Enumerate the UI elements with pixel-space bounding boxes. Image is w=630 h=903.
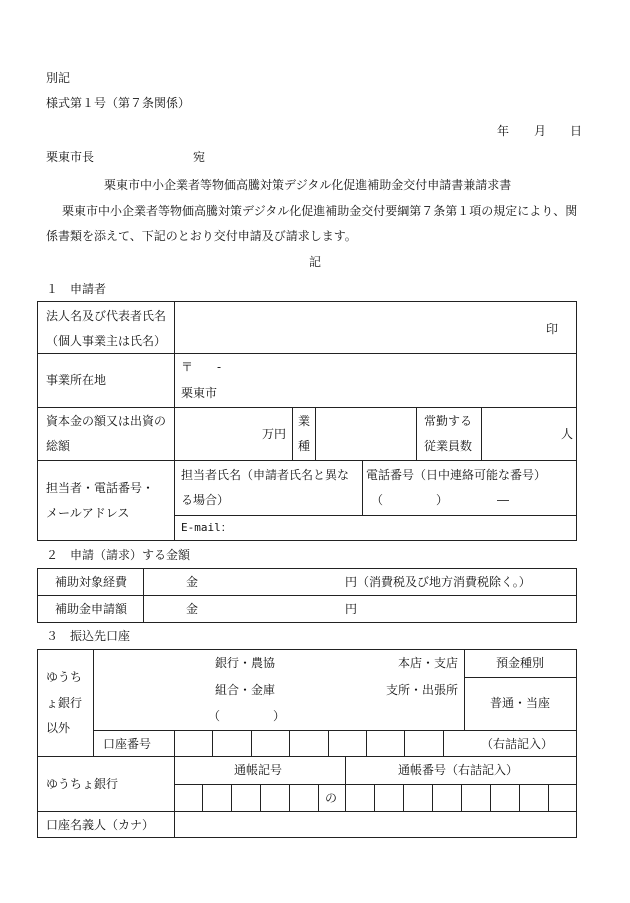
grant-amount-label: 補助金申請額 xyxy=(55,602,128,616)
address-label: 事業所在地 xyxy=(46,373,107,387)
person-name-label-2: る場合） xyxy=(181,493,230,507)
subsidy-cost-suffix: 円（消費税及び地方消費税除く。） xyxy=(345,575,531,589)
corp-name-field[interactable] xyxy=(178,304,538,350)
grant-amount-suffix: 円 xyxy=(345,602,358,616)
other-bank-label-1: ゆうち xyxy=(46,670,83,684)
date-month: 月 xyxy=(534,124,547,138)
digit-divider xyxy=(443,730,444,756)
passbook-symbol-field[interactable] xyxy=(176,786,317,809)
col-divider xyxy=(93,649,94,756)
phone-paren-open: （ xyxy=(371,493,384,507)
row-divider xyxy=(37,595,577,596)
row-divider xyxy=(37,811,577,812)
industry-label-2: 種 xyxy=(298,439,311,453)
col-divider xyxy=(362,460,363,515)
person-name-label-1: 担当者氏名（申請者氏名と異な xyxy=(181,468,350,482)
employees-label-2: 従業員数 xyxy=(424,439,473,453)
capital-field[interactable] xyxy=(177,409,259,457)
body-text-line-1: 栗東市中小企業者等物価高騰対策デジタル化促進補助金交付要綱第７条第１項の規定により、関 xyxy=(62,204,578,218)
col-divider xyxy=(143,568,144,623)
phone-dash: ― xyxy=(497,493,509,507)
document-title: 栗東市中小企業者等物価高騰対策デジタル化促進補助金交付申請書兼請求書 xyxy=(104,178,512,192)
email-field[interactable] xyxy=(240,518,570,538)
row-divider xyxy=(174,515,577,516)
col-divider xyxy=(174,730,175,838)
capital-label-2: 総額 xyxy=(46,439,71,453)
row-divider xyxy=(174,784,577,785)
row-divider xyxy=(37,407,577,408)
bank-paren-close: ） xyxy=(273,709,286,723)
corp-name-label-2: （個人事業主は氏名） xyxy=(46,334,167,348)
section3-heading: ３ 振込先口座 xyxy=(46,629,131,643)
phone-label: 電話番号（日中連絡可能な番号） xyxy=(366,468,547,482)
col-divider xyxy=(174,301,175,541)
section1-heading: １ 申請者 xyxy=(46,282,107,296)
employees-unit: 人 xyxy=(561,427,574,441)
employees-label-1: 常勤する xyxy=(424,414,473,428)
city-name: 栗東市 xyxy=(181,386,218,400)
row-divider xyxy=(37,353,577,354)
addressee-suffix: 宛 xyxy=(193,150,206,164)
bank-name-field[interactable] xyxy=(100,654,210,726)
phone-paren-close: ） xyxy=(436,493,449,507)
no-char: の xyxy=(325,791,338,805)
grant-amount-prefix: 金 xyxy=(186,602,199,616)
date-year: 年 xyxy=(497,124,510,138)
col-divider xyxy=(315,407,316,460)
body-text-line-2: 係書類を添えて、下記のとおり交付申請及び請求します。 xyxy=(46,229,357,243)
contact-label-1: 担当者・電話番号・ xyxy=(46,481,155,495)
passbook-symbol-label: 通帳記号 xyxy=(234,763,283,777)
col-divider xyxy=(292,407,293,460)
ki-heading: 記 xyxy=(309,255,322,269)
capital-unit: 万円 xyxy=(262,427,287,441)
subsidy-cost-field[interactable] xyxy=(205,572,340,592)
row-divider xyxy=(93,730,577,731)
other-bank-label-2: ょ銀行 xyxy=(46,696,83,710)
postal-code-mark: 〒 - xyxy=(181,360,222,374)
subsidy-cost-prefix: 金 xyxy=(186,575,199,589)
address-field[interactable] xyxy=(230,356,570,404)
email-label: E-mail： xyxy=(181,521,232,534)
yucho-bank-label: ゆうちょ銀行 xyxy=(46,777,119,791)
row-divider xyxy=(37,756,577,757)
passbook-number-label: 通帳番号（右詰記入） xyxy=(398,763,519,777)
col-divider xyxy=(416,407,417,460)
form-number: 様式第１号（第７条関係） xyxy=(46,96,191,110)
col-divider xyxy=(464,649,465,730)
branch-type-options-2: 支所・出張所 xyxy=(386,683,459,697)
seal-mark: 印 xyxy=(546,322,559,336)
addressee: 栗東市長 xyxy=(46,150,95,164)
bank-paren-open: （ xyxy=(208,709,221,723)
branch-type-options-1: 本店・支店 xyxy=(398,656,459,670)
section2-heading: ２ 申請（請求）する金額 xyxy=(46,548,191,562)
deposit-type-options[interactable]: 普通・当座 xyxy=(490,696,551,710)
account-holder-label: 口座名義人（カナ） xyxy=(46,818,155,832)
row-divider xyxy=(464,677,577,678)
employees-field[interactable] xyxy=(484,409,556,457)
corp-name-label-1: 法人名及び代表者氏名 xyxy=(46,309,167,323)
row-divider xyxy=(37,460,577,461)
digit-divider xyxy=(318,784,319,811)
subsidy-cost-label: 補助対象経費 xyxy=(55,575,128,589)
bank-type-options-2: 組合・金庫 xyxy=(215,683,276,697)
bank-type-options-1: 銀行・農協 xyxy=(215,656,276,670)
industry-field[interactable] xyxy=(318,409,413,457)
account-number-label: 口座番号 xyxy=(103,737,152,751)
right-align-note: （右詰記入） xyxy=(481,737,554,751)
phone-field[interactable] xyxy=(384,490,569,510)
passbook-number-field[interactable] xyxy=(347,786,575,809)
account-holder-field[interactable] xyxy=(177,814,574,835)
date-day: 日 xyxy=(570,124,583,138)
deposit-type-label: 預金種別 xyxy=(496,656,545,670)
industry-label-1: 業 xyxy=(298,414,311,428)
grant-amount-field[interactable] xyxy=(205,599,340,619)
capital-label-1: 資本金の額又は出資の xyxy=(46,414,167,428)
account-number-field[interactable] xyxy=(176,732,442,754)
branch-name-field[interactable] xyxy=(300,654,385,726)
col-divider xyxy=(345,756,346,811)
col-divider xyxy=(481,407,482,460)
contact-label-2: メールアドレス xyxy=(46,506,130,520)
other-bank-label-3: 以外 xyxy=(46,721,71,735)
attachment-label: 別記 xyxy=(46,71,71,85)
